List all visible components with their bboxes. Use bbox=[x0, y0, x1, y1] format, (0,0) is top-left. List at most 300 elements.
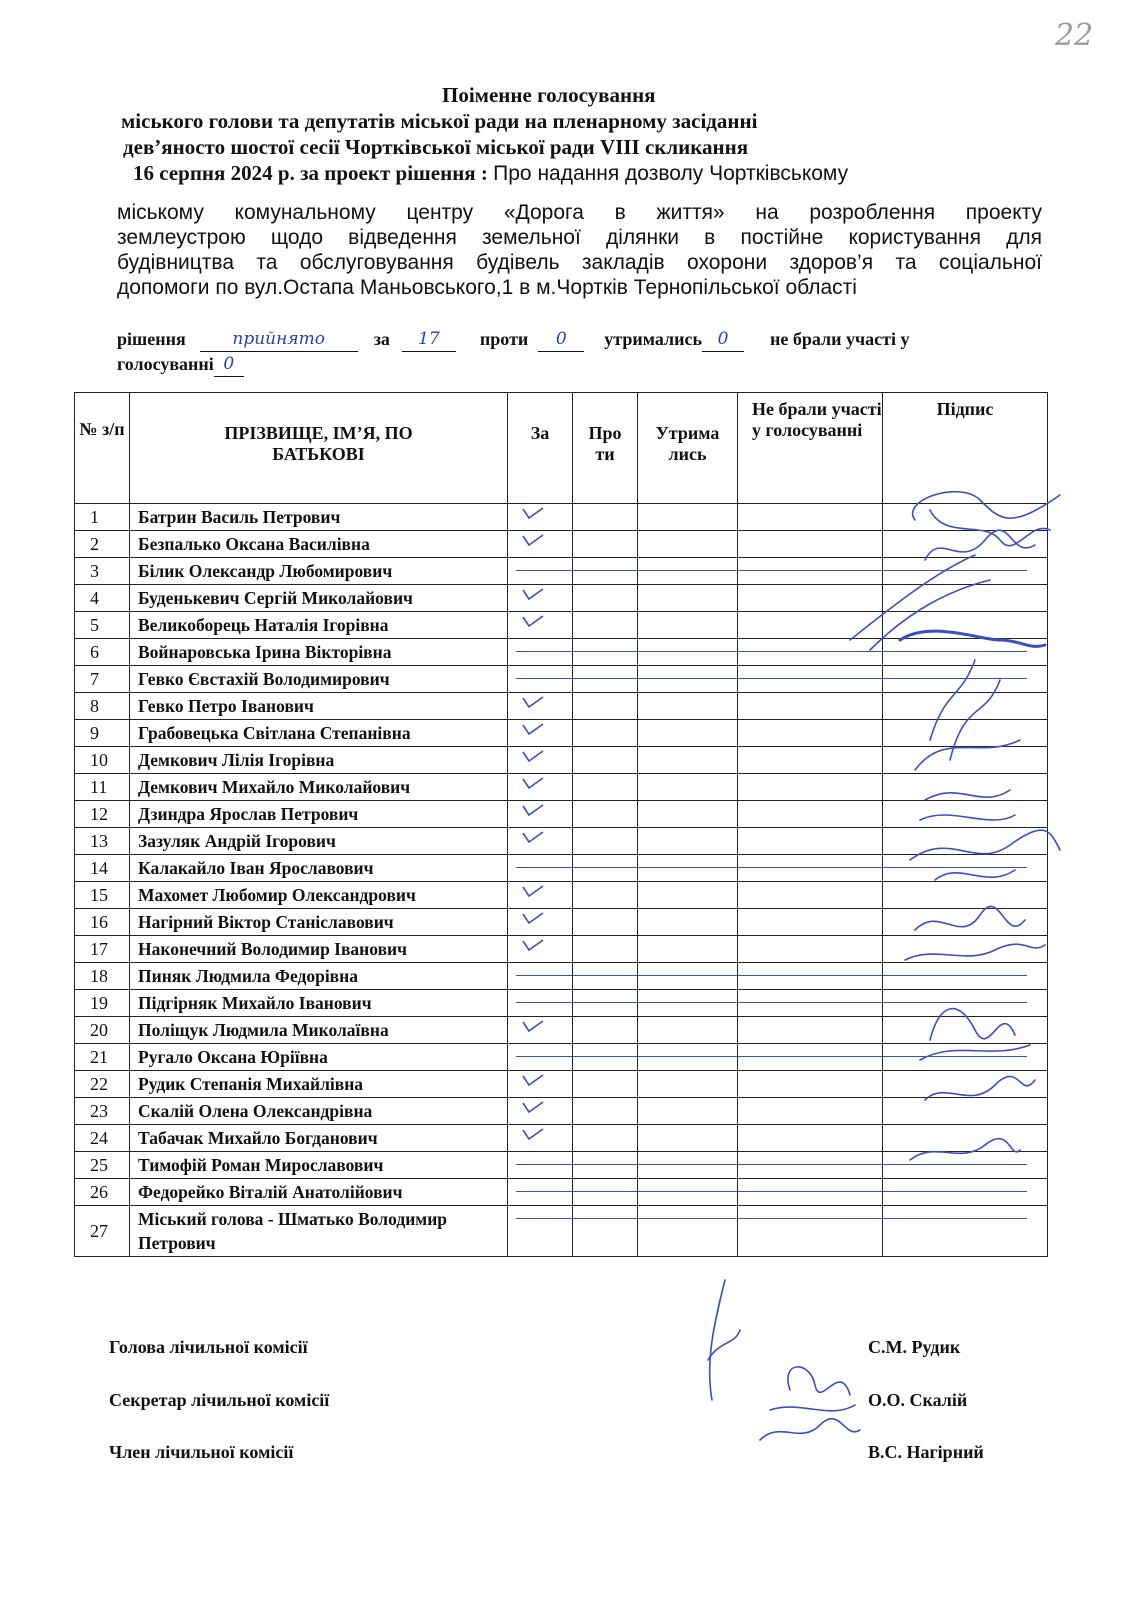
cell-not-voted bbox=[738, 585, 883, 612]
strike-line bbox=[738, 1218, 882, 1219]
checkmark-icon bbox=[522, 534, 544, 546]
cell-for bbox=[508, 1044, 573, 1071]
table-row bbox=[75, 1071, 1048, 1098]
strike-line bbox=[573, 678, 637, 679]
checkmark-icon bbox=[522, 939, 544, 951]
cell-for bbox=[508, 558, 573, 585]
cell-not-voted bbox=[738, 558, 883, 585]
cell-not-voted bbox=[738, 963, 883, 990]
page-number: 22 bbox=[1055, 18, 1094, 53]
cell-not-voted bbox=[738, 936, 883, 963]
strike-line bbox=[573, 651, 637, 652]
col-header-abstained: Утрима лись bbox=[638, 393, 738, 504]
cell-against bbox=[573, 909, 638, 936]
row-number: 12 bbox=[75, 801, 130, 828]
cell-not-voted bbox=[738, 1206, 883, 1257]
abstained-count-value: 0 bbox=[702, 329, 744, 352]
deputy-name: Грабовецька Світлана Степанівна bbox=[130, 720, 508, 747]
cell-signature bbox=[883, 1125, 1048, 1152]
table-row bbox=[75, 1098, 1048, 1125]
cell-for bbox=[508, 1152, 573, 1179]
cell-abstained bbox=[638, 747, 738, 774]
cell-signature bbox=[883, 693, 1048, 720]
strike-line bbox=[738, 1002, 882, 1003]
strike-line bbox=[738, 867, 882, 868]
deputy-name: Ругало Оксана Юріївна bbox=[130, 1044, 508, 1071]
cell-abstained bbox=[638, 936, 738, 963]
table-row bbox=[75, 963, 1048, 990]
commission-role: Член лічильної комісії bbox=[109, 1442, 294, 1462]
cell-not-voted bbox=[738, 1098, 883, 1125]
cell-not-voted bbox=[738, 1152, 883, 1179]
subject-line: землеустрою щодо відведення земельної ділянки в постійне користування для bbox=[117, 226, 1042, 249]
cell-against bbox=[573, 693, 638, 720]
cell-abstained bbox=[638, 531, 738, 558]
table-row bbox=[75, 1179, 1048, 1206]
cell-against bbox=[573, 585, 638, 612]
cell-signature bbox=[883, 855, 1048, 882]
decision-value: прийнято bbox=[200, 329, 358, 352]
strike-line bbox=[573, 1218, 637, 1219]
row-number: 20 bbox=[75, 1017, 130, 1044]
cell-against bbox=[573, 990, 638, 1017]
strike-line bbox=[883, 570, 1027, 571]
table-row bbox=[75, 1125, 1048, 1152]
checkmark-icon bbox=[522, 885, 544, 897]
table-row bbox=[75, 747, 1048, 774]
cell-for bbox=[508, 828, 573, 855]
row-number: 13 bbox=[75, 828, 130, 855]
cell-not-voted bbox=[738, 1017, 883, 1044]
cell-abstained bbox=[638, 1125, 738, 1152]
cell-against bbox=[573, 639, 638, 666]
cell-not-voted bbox=[738, 693, 883, 720]
cell-for bbox=[508, 639, 573, 666]
cell-for bbox=[508, 963, 573, 990]
deputy-name: Наконечний Володимир Іванович bbox=[130, 936, 508, 963]
row-number: 15 bbox=[75, 882, 130, 909]
table-row bbox=[75, 936, 1048, 963]
cell-signature bbox=[883, 909, 1048, 936]
strike-line bbox=[516, 1191, 572, 1192]
cell-not-voted bbox=[738, 1071, 883, 1098]
strike-line bbox=[738, 975, 882, 976]
not-voted-value: 0 bbox=[214, 354, 244, 377]
table-row bbox=[75, 693, 1048, 720]
strike-line bbox=[516, 975, 572, 976]
cell-abstained bbox=[638, 1017, 738, 1044]
table-row bbox=[75, 855, 1048, 882]
row-number: 27 bbox=[75, 1206, 130, 1257]
deputy-name: Табачак Михайло Богданович bbox=[130, 1125, 508, 1152]
row-number: 26 bbox=[75, 1179, 130, 1206]
cell-abstained bbox=[638, 1071, 738, 1098]
project-label: за проект рішення : bbox=[300, 161, 488, 185]
cell-not-voted bbox=[738, 828, 883, 855]
deputy-name: Міський голова - Шматько Володимир Петрович bbox=[130, 1206, 508, 1257]
cell-against bbox=[573, 882, 638, 909]
commission-person: С.М. Рудик bbox=[868, 1337, 961, 1357]
table-row bbox=[75, 1017, 1048, 1044]
cell-not-voted bbox=[738, 666, 883, 693]
cell-signature bbox=[883, 531, 1048, 558]
cell-signature bbox=[883, 990, 1048, 1017]
strike-line bbox=[738, 570, 882, 571]
checkmark-icon bbox=[522, 804, 544, 816]
cell-abstained bbox=[638, 558, 738, 585]
strike-line bbox=[638, 678, 737, 679]
cell-signature bbox=[883, 1017, 1048, 1044]
cell-abstained bbox=[638, 612, 738, 639]
cell-for bbox=[508, 774, 573, 801]
cell-not-voted bbox=[738, 720, 883, 747]
strike-line bbox=[573, 867, 637, 868]
col-header-against: Про ти bbox=[573, 393, 638, 504]
commission-role: Голова лічильної комісії bbox=[109, 1337, 308, 1357]
cell-against bbox=[573, 1179, 638, 1206]
cell-for bbox=[508, 693, 573, 720]
table-row bbox=[75, 774, 1048, 801]
cell-signature bbox=[883, 774, 1048, 801]
cell-for bbox=[508, 936, 573, 963]
row-number: 10 bbox=[75, 747, 130, 774]
deputy-name: Великоборець Наталія Ігорівна bbox=[130, 612, 508, 639]
cell-against bbox=[573, 747, 638, 774]
cell-for bbox=[508, 504, 573, 531]
cell-abstained bbox=[638, 828, 738, 855]
strike-line bbox=[516, 678, 572, 679]
row-number: 3 bbox=[75, 558, 130, 585]
strike-line bbox=[883, 975, 1027, 976]
strike-line bbox=[573, 1056, 637, 1057]
cell-signature bbox=[883, 504, 1048, 531]
strike-line bbox=[638, 1218, 737, 1219]
row-number: 22 bbox=[75, 1071, 130, 1098]
table-row bbox=[75, 639, 1048, 666]
document-title: Поіменне голосування bbox=[442, 83, 656, 107]
deputy-name: Рудик Степанія Михайлівна bbox=[130, 1071, 508, 1098]
cell-signature bbox=[883, 1044, 1048, 1071]
table-row bbox=[75, 612, 1048, 639]
cell-not-voted bbox=[738, 990, 883, 1017]
checkmark-icon bbox=[522, 696, 544, 708]
cell-against bbox=[573, 612, 638, 639]
strike-line bbox=[883, 1056, 1027, 1057]
deputy-name: Тимофій Роман Мирославович bbox=[130, 1152, 508, 1179]
cell-not-voted bbox=[738, 747, 883, 774]
cell-abstained bbox=[638, 1152, 738, 1179]
strike-line bbox=[638, 867, 737, 868]
row-number: 11 bbox=[75, 774, 130, 801]
deputy-name: Поліщук Людмила Миколаївна bbox=[130, 1017, 508, 1044]
deputy-name: Дзиндра Ярослав Петрович bbox=[130, 801, 508, 828]
col-header-name: ПРІЗВИЩЕ, ІМ’Я, ПО БАТЬКОВІ bbox=[130, 393, 508, 504]
row-number: 21 bbox=[75, 1044, 130, 1071]
row-number: 18 bbox=[75, 963, 130, 990]
session-date: 16 серпня 2024 р. bbox=[133, 161, 295, 185]
table-row bbox=[75, 882, 1048, 909]
cell-not-voted bbox=[738, 909, 883, 936]
cell-against bbox=[573, 504, 638, 531]
deputy-name: Зазуляк Андрій Ігорович bbox=[130, 828, 508, 855]
deputy-name: Гевко Петро Іванович bbox=[130, 693, 508, 720]
checkmark-icon bbox=[522, 723, 544, 735]
cell-signature bbox=[883, 1098, 1048, 1125]
col-header-not-voted: Не брали участі у голосуванні bbox=[738, 393, 883, 504]
checkmark-icon bbox=[522, 912, 544, 924]
strike-line bbox=[883, 1002, 1027, 1003]
subject-line: міському комунальному центру «Дорога в життя» на розроблення проекту bbox=[117, 201, 1042, 224]
strike-line bbox=[638, 975, 737, 976]
cell-signature bbox=[883, 1152, 1048, 1179]
table-row bbox=[75, 531, 1048, 558]
cell-for bbox=[508, 990, 573, 1017]
deputy-name: Батрин Василь Петрович bbox=[130, 504, 508, 531]
cell-for bbox=[508, 666, 573, 693]
cell-for bbox=[508, 585, 573, 612]
commission-person: О.О. Скалій bbox=[868, 1390, 968, 1410]
cell-abstained bbox=[638, 1044, 738, 1071]
cell-abstained bbox=[638, 666, 738, 693]
deputy-name: Буденькевич Сергій Миколайович bbox=[130, 585, 508, 612]
deputy-name: Пиняк Людмила Федорівна bbox=[130, 963, 508, 990]
cell-for bbox=[508, 612, 573, 639]
strike-line bbox=[738, 1164, 882, 1165]
cell-for bbox=[508, 801, 573, 828]
not-voted-label-cont: голосуванні bbox=[117, 354, 214, 374]
cell-signature bbox=[883, 612, 1048, 639]
checkmark-icon bbox=[522, 1128, 544, 1140]
decision-label: рішення bbox=[117, 329, 186, 349]
cell-against bbox=[573, 720, 638, 747]
subject-first-line: Про надання дозволу Чортківському bbox=[493, 162, 849, 185]
row-number: 23 bbox=[75, 1098, 130, 1125]
cell-against bbox=[573, 801, 638, 828]
table-row bbox=[75, 1152, 1048, 1179]
subject-line: допомоги по вул.Остапа Маньовського,1 в м.Чортків Тернопільської області bbox=[117, 276, 857, 299]
row-number: 17 bbox=[75, 936, 130, 963]
strike-line bbox=[638, 651, 737, 652]
row-number: 16 bbox=[75, 909, 130, 936]
cell-against bbox=[573, 855, 638, 882]
cell-signature bbox=[883, 558, 1048, 585]
strike-line bbox=[638, 1191, 737, 1192]
cell-for bbox=[508, 1017, 573, 1044]
checkmark-icon bbox=[522, 1101, 544, 1113]
table-row bbox=[75, 720, 1048, 747]
strike-line bbox=[516, 867, 572, 868]
table-header-row bbox=[75, 393, 1048, 504]
cell-abstained bbox=[638, 990, 738, 1017]
strike-line bbox=[516, 1164, 572, 1165]
cell-signature bbox=[883, 639, 1048, 666]
cell-not-voted bbox=[738, 531, 883, 558]
for-count-label: за bbox=[373, 329, 390, 349]
cell-not-voted bbox=[738, 855, 883, 882]
strike-line bbox=[573, 975, 637, 976]
for-count-value: 17 bbox=[402, 329, 456, 352]
table-row bbox=[75, 558, 1048, 585]
cell-abstained bbox=[638, 774, 738, 801]
cell-signature bbox=[883, 666, 1048, 693]
strike-line bbox=[738, 1056, 882, 1057]
row-number: 7 bbox=[75, 666, 130, 693]
cell-signature bbox=[883, 801, 1048, 828]
cell-abstained bbox=[638, 504, 738, 531]
cell-signature bbox=[883, 720, 1048, 747]
deputy-name: Демкович Михайло Миколайович bbox=[130, 774, 508, 801]
cell-not-voted bbox=[738, 1179, 883, 1206]
cell-abstained bbox=[638, 963, 738, 990]
cell-against bbox=[573, 1017, 638, 1044]
strike-line bbox=[573, 1002, 637, 1003]
col-header-for: За bbox=[508, 393, 573, 504]
cell-against bbox=[573, 1044, 638, 1071]
voting-result bbox=[117, 327, 1047, 377]
abstained-count-label: утримались bbox=[604, 329, 702, 349]
commission-role: Секретар лічильної комісії bbox=[109, 1390, 330, 1410]
deputy-name: Нагірний Віктор Станіславович bbox=[130, 909, 508, 936]
cell-abstained bbox=[638, 1098, 738, 1125]
cell-for bbox=[508, 720, 573, 747]
deputy-name: Білик Олександр Любомирович bbox=[130, 558, 508, 585]
cell-not-voted bbox=[738, 504, 883, 531]
cell-abstained bbox=[638, 693, 738, 720]
cell-against bbox=[573, 1152, 638, 1179]
checkmark-icon bbox=[522, 750, 544, 762]
cell-not-voted bbox=[738, 1125, 883, 1152]
row-number: 6 bbox=[75, 639, 130, 666]
cell-for bbox=[508, 1071, 573, 1098]
deputy-name: Безпалько Оксана Василівна bbox=[130, 531, 508, 558]
strike-line bbox=[738, 678, 882, 679]
deputy-name: Войнаровська Ірина Вікторівна bbox=[130, 639, 508, 666]
row-number: 14 bbox=[75, 855, 130, 882]
checkmark-icon bbox=[522, 615, 544, 627]
checkmark-icon bbox=[522, 1020, 544, 1032]
document-header bbox=[0, 82, 1131, 187]
cell-signature bbox=[883, 882, 1048, 909]
row-number: 19 bbox=[75, 990, 130, 1017]
table-row bbox=[75, 504, 1048, 531]
strike-line bbox=[638, 1002, 737, 1003]
strike-line bbox=[573, 570, 637, 571]
table-row bbox=[75, 990, 1048, 1017]
cell-signature bbox=[883, 585, 1048, 612]
deputy-name: Демкович Лілія Ігорівна bbox=[130, 747, 508, 774]
cell-against bbox=[573, 1206, 638, 1257]
cell-not-voted bbox=[738, 639, 883, 666]
checkmark-icon bbox=[522, 1074, 544, 1086]
row-number: 5 bbox=[75, 612, 130, 639]
strike-line bbox=[883, 1191, 1027, 1192]
strike-line bbox=[516, 570, 572, 571]
header-line-4 bbox=[0, 160, 1131, 187]
strike-line bbox=[638, 570, 737, 571]
cell-not-voted bbox=[738, 1044, 883, 1071]
strike-line bbox=[883, 1218, 1027, 1219]
header-line-3: дев’яносто шостої сесії Чортківської міської ради VIII скликання bbox=[123, 135, 749, 159]
table-row bbox=[75, 909, 1048, 936]
cell-not-voted bbox=[738, 774, 883, 801]
cell-abstained bbox=[638, 1179, 738, 1206]
col-header-num: № з/п bbox=[75, 393, 130, 504]
cell-against bbox=[573, 828, 638, 855]
row-number: 2 bbox=[75, 531, 130, 558]
row-number: 4 bbox=[75, 585, 130, 612]
cell-against bbox=[573, 1098, 638, 1125]
table-row bbox=[75, 1044, 1048, 1071]
cell-signature bbox=[883, 1071, 1048, 1098]
strike-line bbox=[638, 1056, 737, 1057]
cell-abstained bbox=[638, 882, 738, 909]
cell-signature bbox=[883, 936, 1048, 963]
strike-line bbox=[516, 1056, 572, 1057]
cell-signature bbox=[883, 1179, 1048, 1206]
deputy-name: Гевко Євстахій Володимирович bbox=[130, 666, 508, 693]
cell-abstained bbox=[638, 855, 738, 882]
cell-for bbox=[508, 1179, 573, 1206]
col-header-signature: Підпис bbox=[883, 393, 1048, 504]
cell-abstained bbox=[638, 585, 738, 612]
table-row bbox=[75, 1206, 1048, 1257]
checkmark-icon bbox=[522, 588, 544, 600]
row-number: 25 bbox=[75, 1152, 130, 1179]
deputy-name: Калакайло Іван Ярославович bbox=[130, 855, 508, 882]
cell-against bbox=[573, 531, 638, 558]
cell-against bbox=[573, 1125, 638, 1152]
header-line-2: міського голови та депутатів міської ради на пленарному засіданні bbox=[121, 109, 758, 133]
cell-abstained bbox=[638, 801, 738, 828]
cell-for bbox=[508, 747, 573, 774]
strike-line bbox=[738, 651, 882, 652]
strike-line bbox=[573, 1191, 637, 1192]
strike-line bbox=[883, 678, 1027, 679]
row-number: 9 bbox=[75, 720, 130, 747]
cell-for bbox=[508, 531, 573, 558]
strike-line bbox=[738, 1191, 882, 1192]
table-row bbox=[75, 666, 1048, 693]
cell-for bbox=[508, 882, 573, 909]
checkmark-icon bbox=[522, 507, 544, 519]
cell-not-voted bbox=[738, 612, 883, 639]
not-voted-label: не брали участі у bbox=[770, 329, 910, 349]
cell-against bbox=[573, 558, 638, 585]
strike-line bbox=[883, 867, 1027, 868]
deputy-name: Скалій Олена Олександрівна bbox=[130, 1098, 508, 1125]
row-number: 8 bbox=[75, 693, 130, 720]
strike-line bbox=[638, 1164, 737, 1165]
roll-call-table bbox=[74, 392, 1048, 1257]
cell-against bbox=[573, 666, 638, 693]
row-number: 24 bbox=[75, 1125, 130, 1152]
checkmark-icon bbox=[522, 777, 544, 789]
cell-not-voted bbox=[738, 882, 883, 909]
cell-for bbox=[508, 909, 573, 936]
cell-signature bbox=[883, 1206, 1048, 1257]
decision-subject bbox=[117, 200, 1042, 300]
cell-abstained bbox=[638, 909, 738, 936]
deputy-name: Підгірняк Михайло Іванович bbox=[130, 990, 508, 1017]
commission-person: В.С. Нагірний bbox=[868, 1442, 984, 1462]
row-number: 1 bbox=[75, 504, 130, 531]
against-count-label: проти bbox=[479, 329, 529, 349]
cell-for bbox=[508, 1098, 573, 1125]
cell-abstained bbox=[638, 720, 738, 747]
cell-against bbox=[573, 963, 638, 990]
cell-against bbox=[573, 936, 638, 963]
deputy-name: Федорейко Віталій Анатолійович bbox=[130, 1179, 508, 1206]
